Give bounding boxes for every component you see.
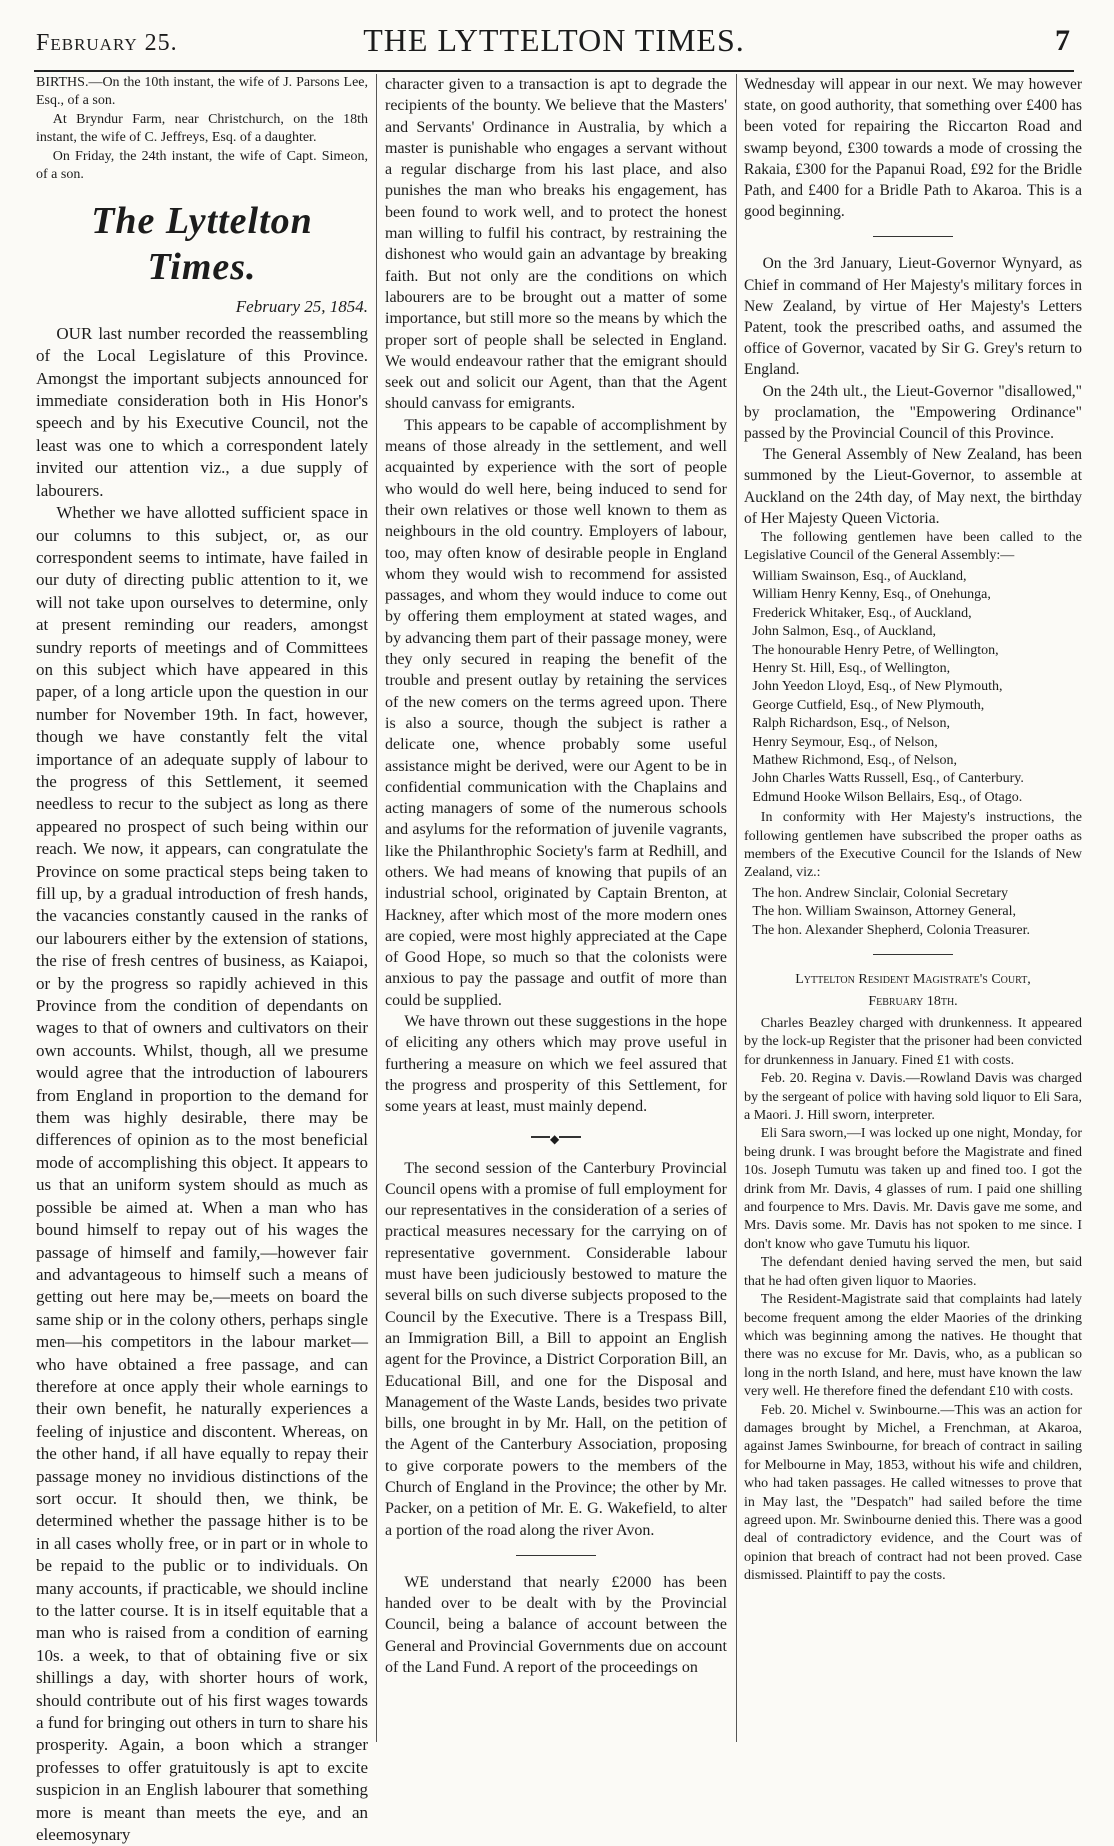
header-date: February 25. [36,30,178,56]
column-1 [36,74,368,1845]
list-item: John Salmon, Esq., of Auckland, [752,624,936,640]
masthead: The Lyttelton Times. [91,200,313,289]
list-item: The hon. William Swainson, Attorney General, [752,904,1016,920]
article-paragraph: Wednesday will appear in our next. We may however state, on good authority, that something over £400 has been voted for repairing the Riccarton Road and swamp beyond, £300 towards a mode of crossing the Rakaia, £300 for the Papanui Road, £92 for the Bridle Path, and £400 for a Bridle Path to Akaroa. This is a good beginning. [744,76,1082,221]
article-paragraph: The General Assembly of New Zealand, has been summoned by the Lieut-Governor, to assemble at Auckland on the 24th day, of May next, the birthday of Her Majesty Queen Victoria. [744,446,1082,527]
court-paragraph: The defendant denied having served the men, but said that he had often given liquor to Maories. [744,1255,1082,1289]
article-paragraph: On the 24th ult., the Lieut-Governor "disallowed," by proclamation, the "Empowering Ordinance" passed by the Provincial Council of this Province. [744,382,1082,443]
column-3 [744,74,1082,1742]
dateline: February 25, 1854. [235,297,368,317]
article-paragraph: WE understand that nearly £2000 has been handed over to be dealt with by the Provincial Council, being a balance of account between the General and Provincial Governments due on account of the Land Fund. A report of the proceedings on [385,1573,727,1677]
article-paragraph: This appears to be capable of accomplishment by means of those already in the settlement, and well acquainted by experience with the sort of people who would do well here, being induced to send for their own relatives or those well known to them as neighbours in the old country. Employers of labour, too, may often know of desirable people in England whom they would wish to recommend for assisted passages, and whom they would induce to come out by offering them employment at stated wages, and by advancing them part of their passage money, were they only secured in reaping the benefit of the trouble and present outlay by retaining the services of the new comers on the terms agreed upon. There is also a source, though the subject is rather a delicate one, whence probably some useful assistance might be derived, were our Agent to be in confidential communication with the Chaplains and acting managers of some of the numerous schools and asylums for the reformation of juvenile vagrants, like the Philanthrophic Society's farm at Redhill, and others. We had means of knowing that pupils of an industrial school, originated by Captain Brenton, at Hackney, after which most of the more modern ones are copied, were most highly appreciated at the Cape of Good Hope, so much so that the colonists were anxious to pay the passage and outfit of more than could be supplied. [385,416,727,1009]
council-member-list [744,568,1082,807]
court-paragraph: The Resident-Magistrate said that complaints had lately become frequent among the elder Maories of the drinking which was beginning among the natives. He thought that there was no excuse for Mr. Davis, who, as a publican so long in the north Island, and here, must have known the law very well. He therefore fined the defendant £10 with costs. [744,1292,1082,1400]
list-item: William Swainson, Esq., of Auckland, [752,568,967,584]
list-item: Edmund Hooke Wilson Bellairs, Esq., of Otago. [752,789,1023,805]
list-item: The hon. Alexander Shepherd, Colonia Treasurer. [752,922,1031,938]
list-item: Ralph Richardson, Esq., of Nelson, [752,716,950,732]
birth-notice: On Friday, the 24th instant, the wife of Capt. Simeon, of a son. [36,148,368,183]
newspaper-title: THE LYTTELTON TIMES. [363,22,745,58]
article-paragraph: character given to a transaction is apt to degrade the recipients of the bounty. We believe that the Masters' and Servants' Ordinance in Australia, by which a master is punishable who engages a servant without a regular discharge from his last place, and also punishes the man who breaks his engagement, has been found to work well, and to protect the honest man willing to fulfil his contract, by restraining the dishonest who would gain an advantage by breaking faith. But not only are the conditions on which labourers are to be brought out a matter of some importance, but still more so the means by which the proper sort of people shall be selected in England. We would endeavour rather that the emigrant should seek out and solicit our Agent, than that the Agent should canvass for emigrants. [385,76,727,413]
court-paragraph: Feb. 20. Regina v. Davis.—Rowland Davis was charged by the sergeant of police with having sold liquor to Eli Sara, a Maori. J. Hill sworn, interpreter. [744,1071,1082,1124]
court-paragraph: Eli Sara sworn,—I was locked up one night, Monday, for being drunk. I was brought before the Magistrate and fined 10s. Joseph Tumutu was taken up and fined too. I got the drink from Mr. Davis, 4 glasses of rum. I paid one shilling and fourpence to Mrs. Davis. Mr. Davis gave me some, and Mrs. Davis some. Mr. Davis has not spoken to me since. I don't know who gave Tumutu his liquor. [744,1126,1082,1252]
section-ornament [531,1136,581,1138]
page-number: 7 [1055,24,1070,57]
column-rule [736,74,737,1742]
section-divider [516,1555,596,1556]
court-date: February 18th. [868,994,958,1009]
list-item: Henry Seymour, Esq., of Nelson, [752,734,938,750]
court-title: Lyttelton Resident Magistrate's Court, [795,972,1031,987]
page-header [34,14,1074,72]
article-paragraph: On the 3rd January, Lieut-Governor Wynyard, as Chief in command of Her Majesty's military forces in New Zealand, by virtue of Her Majesty's Letters Patent, took the prescribed oaths, and assumed the office of Governor, vacated by Sir G. Grey's return to England. [744,255,1082,379]
court-date-heading [744,993,1082,1011]
list-item: Frederick Whitaker, Esq., of Auckland, [752,605,972,621]
list-item: The honourable Henry Petre, of Wellington, [752,642,999,658]
council-intro: The following gentlemen have been called to the Legislative Council of the General Assembly:— [744,530,1082,564]
court-paragraph: Feb. 20. Michel v. Swinbourne.—This was an action for damages brought by Michel, a Frenchman, at Akaroa, against James Swinbourne, for breach of contract in sailing for Melbourne in May, 1853, without his wife and children, who had taken passages. He called witnesses to prove that in May last, the "Despatch" had sailed before the time agreed upon. Mr. Swinbourne denied this. There was a good deal of contradictory evidence, and the Court was of opinion that breach of contract had not been proved. Case dismissed. Plaintiff to pay the costs. [744,1402,1082,1584]
exec-intro: In conformity with Her Majesty's instructions, the following gentlemen have subscribed the proper oaths as members of the Executive Council for the Islands of New Zealand, viz.: [744,810,1082,881]
list-item: John Charles Watts Russell, Esq., of Canterbury. [752,771,1024,787]
article-paragraph: The second session of the Canterbury Provincial Council opens with a promise of full employment for our representatives in the consideration of a series of practical measures necessary for the carrying on of representative government. Considerable labour must have been judiciously bestowed to mature the several bills on such diverse subjects proposed to the Council by the Executive. There is a Trespass Bill, an Immigration Bill, a Bill to appoint an English agent for the Province, a District Corporation Bill, an Educational Bill, and one for the Disposal and Management of the Waste Lands, besides two private bills, one brought in by Mr. Hall, on the petition of the Agent of the Canterbury Association, proposing to give corporate powers to the members of the Church of England in the Province; the other by Mr. Packer, on a petition of Mr. E. G. Wakefield, to alter a portion of the road along the river Avon. [385,1159,727,1539]
court-heading [744,971,1082,989]
column-2 [385,74,727,1742]
article-paragraph: Whether we have allotted sufficient space in our columns to this subject, or, as our correspondent seems to intimate, have failed in our duty of directing public attention to it, we will not take upon ourselves to determine, only at present reminding our readers, amongst sundry reports of meetings and of Committees on this subject which have appeared in this paper, of a long article upon the question in our number for November 19th. In fact, however, though we have constantly felt the vital importance of an adequate supply of labour to the progress of this Settlement, it seemed needless to recur to the subject as long as there appeared no prospect of such being within our reach. We now, it appears, can congratulate the Province on some practical steps being taken to fill up, by a gradual introduction of fresh hands, the vacancies constantly caused in the ranks of our labourers either by the extension of stations, the rise of fresh centres of business, as Kaiapoi, or by the progress so rapidly achieved in this Province from the condition of dependants on wages to that of owners and cultivators on their own accounts. Whilst, though, all we presume would agree that the introduction of labourers from England in proportion to the demand for them was highly desirable, there may be differences of opinion as to the most beneficial mode of accomplishing this object. It appears to us that an uniform system should as much as possible be aimed at. When a man who has bound himself to repay out of his wages the passage of himself and family,—however fair and advantageous to himself such a means of getting out here may be,—meets on board the same ship or in the colony others, perhaps single men—his competitors in the labour market—who have obtained a free passage, and can therefore at once apply their whole earnings to their own benefit, he naturally experiences a feeling of injustice and discontent. Whereas, on the other hand, if all have equally to repay their passage money no invidious distinctions of the sort occur. It should then, we think, be determined whether the passage hither is to be in all cases wholly free, or in part or in whole to be repaid to the public or to individuals. On many accounts, if practicable, we should incline to the latter course. It is in itself equitable that a man who is raised from a condition of earning 10s. a week, to that of obtaining five or six shillings a day, with shorter hours of work, should contribute out of his first wages towards a fund for bringing out others in turn to share his prosperity. Again, a boon which a stranger professes to offer gratuitously is apt to excite suspicion in an English labourer that something more is meant than meets the eye, and an eleemosynary [36,503,368,1845]
births-notices [36,74,368,184]
birth-notice: At Bryndur Farm, near Christchurch, on the 18th instant, the wife of C. Jeffreys, Esq. of a daughter. [36,111,368,146]
column-rule [376,74,377,1742]
court-paragraph: Charles Beazley charged with drunkenness. It appeared by the lock-up Register that the prisoner had been convicted for drunkenness in January. Fined £1 with costs. [744,1016,1082,1068]
list-item: Henry St. Hill, Esq., of Wellington, [752,660,951,676]
list-item: Mathew Richmond, Esq., of Nelson, [752,752,957,768]
list-item: John Yeedon Lloyd, Esq., of New Plymouth, [752,679,1003,695]
section-divider [873,954,953,955]
birth-notice: BIRTHS.—On the 10th instant, the wife of J. Parsons Lee, Esq., of a son. [36,75,368,109]
list-item: William Henry Kenny, Esq., of Onehunga, [752,587,991,603]
exec-member-list [744,885,1082,940]
section-divider [873,236,953,237]
list-item: George Cutfield, Esq., of New Plymouth, [752,697,985,713]
article-paragraph: OUR last number recorded the reassembling of the Local Legislature of this Province. Amongst the important subjects announced for immediate consideration both in His Honor's speech and by his Executive Council, not the least was one to which a correspondent lately invited our attention viz., a due supply of labourers. [36,323,368,500]
list-item: The hon. Andrew Sinclair, Colonial Secretary [752,885,1009,901]
article-paragraph: We have thrown out these suggestions in the hope of eliciting any others which may prove useful in furthering a measure on which we feel assured that the progress and prosperity of this Settlement, for some years at least, must mainly depend. [385,1013,727,1116]
